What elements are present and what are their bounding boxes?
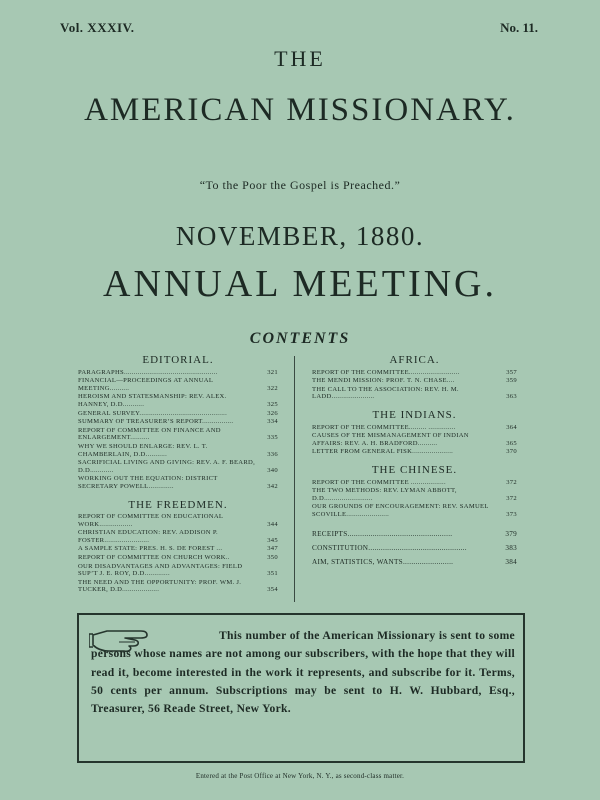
entry-page: 325: [267, 400, 278, 408]
section-heading-freedmen: THE FREEDMEN.: [128, 498, 228, 511]
contents-entry: [78, 554, 278, 562]
section-heading-chinese: THE CHINESE.: [371, 463, 458, 476]
entry-title: GENERAL SURVEY.............................................: [78, 409, 228, 417]
contents-entry: [78, 443, 278, 458]
section-heading-africa: AFRICA.: [389, 354, 440, 366]
masthead-title: AMERICAN MISSIONARY.: [84, 92, 516, 128]
contents-entry: [312, 448, 517, 456]
misc-list: [312, 530, 517, 567]
contents-entry: [312, 558, 517, 567]
entry-title: PARAGRAPHS................................................: [78, 368, 218, 376]
entry-title: WHY WE SHOULD ENLARGE: REV. L. T. CHAMBERLAIN, D.D...........: [78, 442, 208, 458]
entry-title: CONSTITUTION...............................................: [312, 543, 467, 552]
contents-entry: [312, 487, 517, 502]
entry-page: 384: [505, 557, 517, 566]
entry-page: 370: [506, 448, 517, 456]
entry-title: CHRISTIAN EDUCATION: REV. ADDISON P. FOSTER.......................: [78, 529, 218, 544]
contents-entry: [78, 475, 278, 490]
contents-entry: [78, 410, 278, 418]
contents-entry: [312, 530, 517, 539]
contents-entry: [312, 544, 517, 553]
entry-page: 373: [506, 510, 517, 518]
entry-title: REPORT OF THE COMMITTEE......... ..............: [312, 423, 456, 431]
entry-page: 326: [267, 409, 278, 417]
entry-page: 354: [267, 586, 278, 594]
entry-title: SUMMARY OF TREASURER’S REPORT................: [78, 418, 234, 426]
entry-page: 383: [505, 543, 517, 552]
contents-entry: [78, 545, 278, 553]
contents-left-column: [78, 354, 278, 595]
entry-page: 342: [267, 482, 278, 490]
entry-page: 351: [267, 570, 278, 578]
contents-entry: [312, 424, 517, 432]
entry-title: REPORT OF COMMITTEE ON EDUCATIONAL WORK.................: [78, 513, 223, 528]
entry-title: THE TWO METHODS: REV. LYMAN ABBOTT, D.D.........................: [312, 487, 457, 502]
freedmen-list: [78, 513, 278, 594]
subscription-notice: [77, 613, 525, 763]
issue-date: NOVEMBER, 1880.: [175, 221, 425, 251]
contents-entry: [78, 529, 278, 544]
motto: “To the Poor the Gospel is Preached.”: [199, 178, 401, 192]
entry-page: 350: [267, 554, 278, 562]
entry-title: OUR DISADVANTAGES AND ADVANTAGES: FIELD SUP’T J. E. ROY, D.D.............: [78, 562, 243, 578]
issue-number: No. 11.: [500, 20, 538, 35]
contents-entry: [312, 386, 517, 401]
contents-entry: [78, 579, 278, 594]
entry-page: 359: [506, 377, 517, 385]
entry-page: 321: [267, 368, 278, 376]
contents-entry: [78, 459, 278, 474]
contents-entry: [78, 418, 278, 426]
contents-entry: [312, 377, 517, 385]
entry-title: THE NEED AND THE OPPORTUNITY: PROF. WM. J. TUCKER, D.D...................: [78, 578, 242, 594]
entry-title: SACRIFICIAL LIVING AND GIVING: REV. A. F. BEARD, D.D............: [78, 459, 256, 474]
contents-entry: [312, 503, 517, 518]
entry-page: 372: [506, 494, 517, 502]
entry-page: 334: [267, 418, 278, 426]
entry-title: HEROISM AND STATESMANSHIP: REV. ALEX. HANNEY, D.D...........: [78, 393, 227, 408]
title-article: THE: [274, 46, 326, 71]
contents-entry: [312, 479, 517, 487]
entry-title: REPORT OF COMMITTEE ON CHURCH WORK..: [78, 554, 230, 562]
chinese-list: [312, 479, 517, 519]
entry-title: LETTER FROM GENERAL FISK.....................: [312, 448, 454, 456]
contents-entry: [78, 369, 278, 377]
issue-subtitle: ANNUAL MEETING.: [103, 263, 497, 305]
entry-page: 335: [267, 434, 278, 442]
entry-page: 344: [267, 520, 278, 528]
entry-title: WORKING OUT THE EQUATION: DISTRICT SECRETARY POWELL.............: [78, 475, 218, 490]
contents-entry: [78, 393, 278, 408]
entry-page: 363: [506, 393, 517, 401]
contents-entry: [78, 427, 278, 442]
editorial-list: [78, 369, 278, 491]
entry-page: 357: [506, 368, 517, 376]
entry-title: REPORT OF THE COMMITTEE..........................: [312, 368, 460, 376]
entry-page: 347: [267, 545, 278, 553]
entry-title: REPORT OF THE COMMITTEE ..................: [312, 478, 446, 486]
entry-page: 365: [506, 439, 517, 447]
notice-text: This number of the American Missionary is sent to some persons whose names are not among our subscribers, with the hope that they will read it, become interested in the work it represents, and subscribe for it. Terms, 50 cents per annum. Subscriptions may be sent to H. W. Hubbard, Esq., Treasurer, 56 Reade Street, New York.: [91, 629, 515, 716]
entry-page: 345: [267, 536, 278, 544]
entry-title: REPORT OF COMMITTEE ON FINANCE AND ENLARGEMENT..........: [78, 426, 221, 442]
column-divider: [294, 356, 295, 602]
section-heading-indians: THE INDIANS.: [372, 408, 457, 421]
entry-title: AIM, STATISTICS, WANTS........................: [312, 557, 454, 566]
postal-notice: Entered at the Post Office at New York, N. Y., as second-class matter.: [195, 772, 405, 780]
contents-entry: [78, 563, 278, 578]
contents-entry: [78, 377, 278, 392]
entry-title: A SAMPLE STATE: PRES. H. S. DE FOREST ...: [78, 545, 223, 553]
entry-title: CAUSES OF THE MISMANAGEMENT OF INDIAN AFFAIRS: REV. A. H. BRADFORD..........: [312, 432, 469, 447]
entry-title: RECEIPTS..................................................: [312, 529, 453, 538]
entry-title: THE MENDI MISSION: PROF. T. N. CHASE....: [312, 377, 455, 385]
contents-entry: [312, 432, 517, 447]
section-heading-editorial: EDITORIAL.: [142, 354, 214, 366]
contents-right-column: [312, 354, 517, 572]
entry-title: FINANCIAL—PROCEEDINGS AT ANNUAL MEETING..........: [78, 377, 213, 392]
contents-entry: [312, 369, 517, 377]
entry-page: 379: [505, 529, 517, 538]
contents-heading: CONTENTS: [249, 330, 351, 347]
volume-label: Vol. XXXIV.: [60, 20, 135, 35]
contents-entry: [78, 513, 278, 528]
indians-list: [312, 424, 517, 456]
entry-page: 322: [267, 384, 278, 392]
entry-title: OUR GROUNDS OF ENCOURAGEMENT: REV. SAMUEL SCOVILLE......................: [312, 503, 489, 518]
entry-page: 364: [506, 423, 517, 431]
entry-page: 340: [267, 466, 278, 474]
entry-page: 336: [267, 450, 278, 458]
africa-list: [312, 369, 517, 401]
entry-title: THE CALL TO THE ASSOCIATION: REV. H. M. LADD......................: [312, 385, 459, 401]
entry-page: 372: [506, 478, 517, 486]
